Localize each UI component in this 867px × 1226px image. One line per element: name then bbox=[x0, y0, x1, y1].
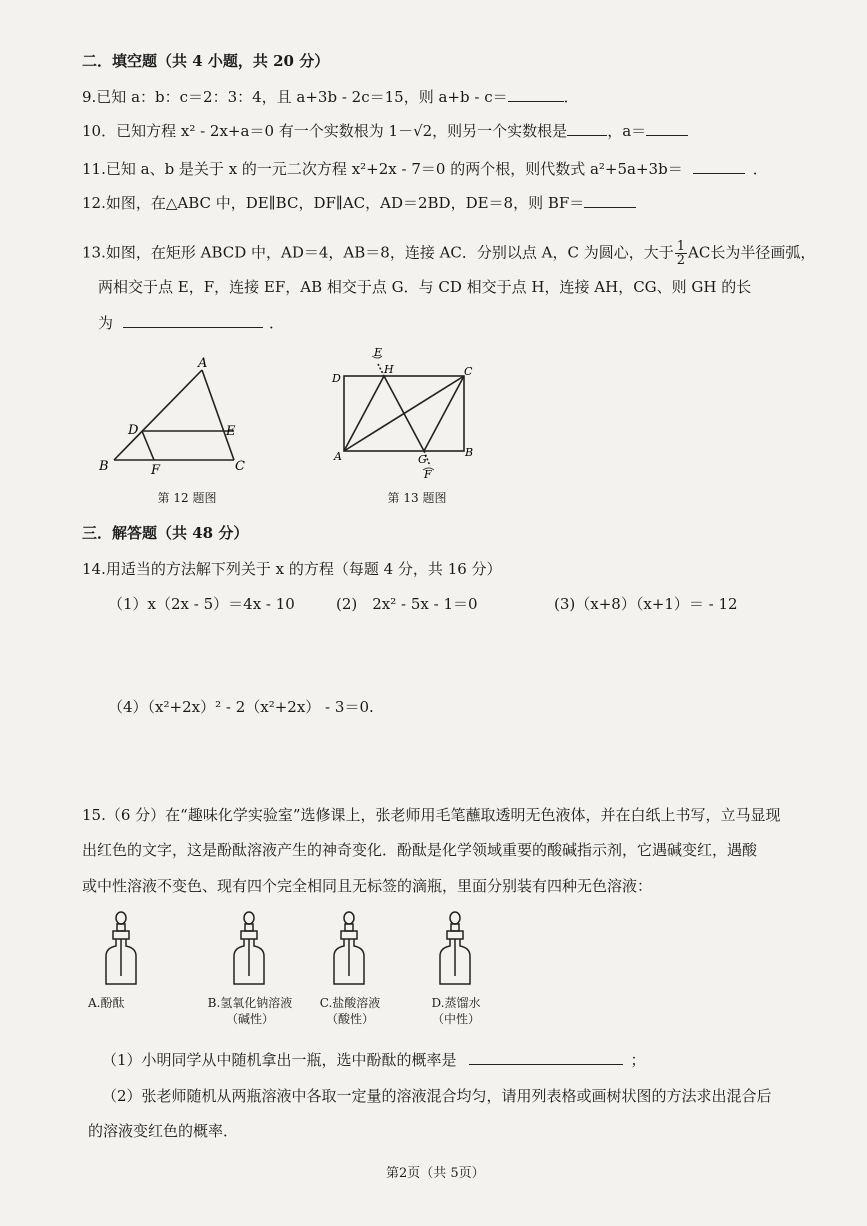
fig13-label-B: B bbox=[465, 446, 474, 459]
bottle-d-label bbox=[418, 995, 494, 1027]
question-13-line-1 bbox=[82, 240, 815, 267]
question-13-line-2: 两相交于点 E，F，连接 EF，AB 相交于点 G．与 CD 相交于点 H，连接 AH，CG、则 GH 的长 bbox=[98, 278, 752, 296]
bottle-a-name: A.酚酞 bbox=[88, 996, 125, 1010]
question-13-line-3 bbox=[98, 316, 284, 331]
fig13-label-C: C bbox=[464, 365, 473, 378]
dropper-bottle-a-icon bbox=[102, 910, 140, 988]
fig12-label-C: C bbox=[235, 459, 245, 474]
question-15-line-2: 出红色的文字，这是酚酞溶液产生的神奇变化．酚酞是化学领域重要的酸碱指示剂，它遇碱变红，遇酸 bbox=[82, 841, 758, 859]
question-14-intro: 14.用适当的方法解下列关于 x 的方程（每题 4 分，共 16 分） bbox=[82, 560, 502, 578]
bottle-d-note: （中性） bbox=[431, 1012, 480, 1026]
dropper-bottle-d-icon bbox=[436, 910, 474, 988]
fig12-segment-DF bbox=[142, 431, 154, 460]
question-15-sub-1-text: （1）小明同学从中随机拿出一瓶，选中酚酞的概率是 bbox=[102, 1051, 457, 1069]
fig12-label-E: E bbox=[226, 424, 236, 439]
fig12-side-AB bbox=[114, 370, 202, 460]
fig12-label-F: F bbox=[151, 463, 161, 478]
question-10-a-blank[interactable] bbox=[646, 135, 688, 136]
fig12-side-AC bbox=[202, 370, 234, 460]
fig12-label-B: B bbox=[99, 459, 109, 474]
bottle-d-name: D.蒸馏水 bbox=[431, 996, 481, 1010]
bottle-c-note: （酸性） bbox=[325, 1012, 374, 1026]
figure-13-caption: 第 13 题图 bbox=[387, 491, 447, 505]
question-14-part-4: （4）（x²+2x）² - 2（x²+2x） - 3＝0. bbox=[108, 698, 374, 716]
fig13-label-E: E bbox=[374, 346, 383, 359]
bottle-a-label bbox=[88, 995, 158, 1011]
dropper-bottle-b-icon bbox=[230, 910, 268, 988]
question-13-line-3-text: 为 bbox=[98, 314, 114, 332]
question-15-sub-2-line-2: 的溶液变红色的概率． bbox=[88, 1122, 239, 1140]
fig13-label-H: H bbox=[384, 363, 394, 376]
fig13-segment-CG bbox=[424, 376, 464, 451]
question-11 bbox=[82, 162, 768, 177]
question-15-sub-2-line-1: （2）张老师随机从两瓶溶液中各取一定量的溶液混合均匀，请用列表格或画树状图的方法求出混合后 bbox=[102, 1087, 772, 1105]
figure-12-triangle-diagram bbox=[92, 355, 262, 480]
question-10-root-blank[interactable] bbox=[567, 135, 607, 136]
question-13-end: ． bbox=[269, 314, 285, 332]
question-15-sub-1 bbox=[102, 1053, 646, 1068]
question-11-text: 11.已知 a、b 是关于 x 的一元二次方程 x²+2x - 7＝0 的两个根，则代数式 a²+5a+3b＝ bbox=[82, 160, 683, 178]
question-10-mid: ，a＝ bbox=[607, 122, 647, 140]
question-12 bbox=[82, 196, 636, 211]
question-14-part-1: （1）x（2x - 5）＝4x - 10 bbox=[108, 595, 295, 613]
question-9-answer-blank[interactable] bbox=[508, 101, 564, 102]
section-2-title: 二．填空题（共 4 小题，共 20 分） bbox=[82, 52, 330, 70]
fraction-numerator: 1 bbox=[676, 239, 686, 254]
question-13-answer-blank[interactable] bbox=[123, 327, 263, 328]
fig13-label-G: G bbox=[418, 453, 427, 466]
fig13-segment-AH bbox=[344, 376, 384, 451]
question-15-line-1: 15.（6 分）在“趣味化学实验室”选修课上，张老师用毛笔蘸取透明无色液体，并在白纸上书写，立马显现 bbox=[82, 806, 781, 824]
question-12-answer-blank[interactable] bbox=[584, 207, 636, 208]
question-15-line-3: 或中性溶液不变色、现有四个完全相同且无标签的滴瓶，里面分别装有四种无色溶液： bbox=[82, 877, 653, 895]
bottle-c-name: C.盐酸溶液 bbox=[319, 996, 381, 1010]
question-13-text-1: 13.如图，在矩形 ABCD 中，AD＝4，AB＝8，连接 AC．分别以点 A，C 为圆心，大于 bbox=[82, 243, 674, 262]
question-11-end: ． bbox=[752, 160, 768, 178]
question-13-text-1b: AC长为半径画弧， bbox=[688, 243, 816, 262]
fig12-label-D: D bbox=[128, 423, 139, 438]
question-9-text: 9.已知 a：b：c＝2：3：4，且 a+3b - 2c＝15，则 a+b - c＝ bbox=[82, 88, 508, 106]
fig13-label-D: D bbox=[332, 372, 341, 385]
question-9-end: ． bbox=[563, 88, 579, 106]
dropper-bottle-c-icon bbox=[330, 910, 368, 988]
question-15-sub-1-blank[interactable] bbox=[469, 1064, 623, 1065]
question-11-answer-blank[interactable] bbox=[693, 173, 745, 174]
figure-12-caption: 第 12 题图 bbox=[157, 491, 217, 505]
figure-13-rectangle-diagram bbox=[328, 342, 488, 482]
question-14-part-3: (3)（x+8）（x+1）＝ - 12 bbox=[554, 595, 738, 613]
bottle-b-name: B.氢氧化钠溶液 bbox=[207, 996, 293, 1010]
question-10-text: 10．已知方程 x² - 2x+a＝0 有一个实数根为 1－√2，则另一个实数根是 bbox=[82, 122, 568, 140]
page-footer: 第2页（共 5页） bbox=[386, 1166, 485, 1181]
section-3-title: 三．解答题（共 48 分） bbox=[82, 524, 249, 542]
fraction-one-half bbox=[675, 240, 687, 267]
fig12-label-A: A bbox=[198, 356, 208, 371]
bottle-c-label bbox=[310, 995, 390, 1027]
question-9 bbox=[82, 90, 579, 105]
bottle-b-note: （碱性） bbox=[225, 1012, 274, 1026]
bottle-b-label bbox=[200, 995, 300, 1027]
question-14-part-2: (2) 2x² - 5x - 1＝0 bbox=[336, 595, 478, 613]
question-10 bbox=[82, 124, 688, 139]
question-12-text: 12.如图，在△ABC 中，DE∥BC，DF∥AC，AD＝2BD，DE＝8，则 BF＝ bbox=[82, 194, 585, 212]
fig13-label-A: A bbox=[334, 450, 342, 463]
question-15-sub-1-end: ； bbox=[630, 1051, 646, 1069]
fig13-label-F: F bbox=[424, 468, 432, 481]
fraction-denominator: 2 bbox=[676, 253, 686, 268]
fig13-segment-HG bbox=[384, 376, 424, 451]
